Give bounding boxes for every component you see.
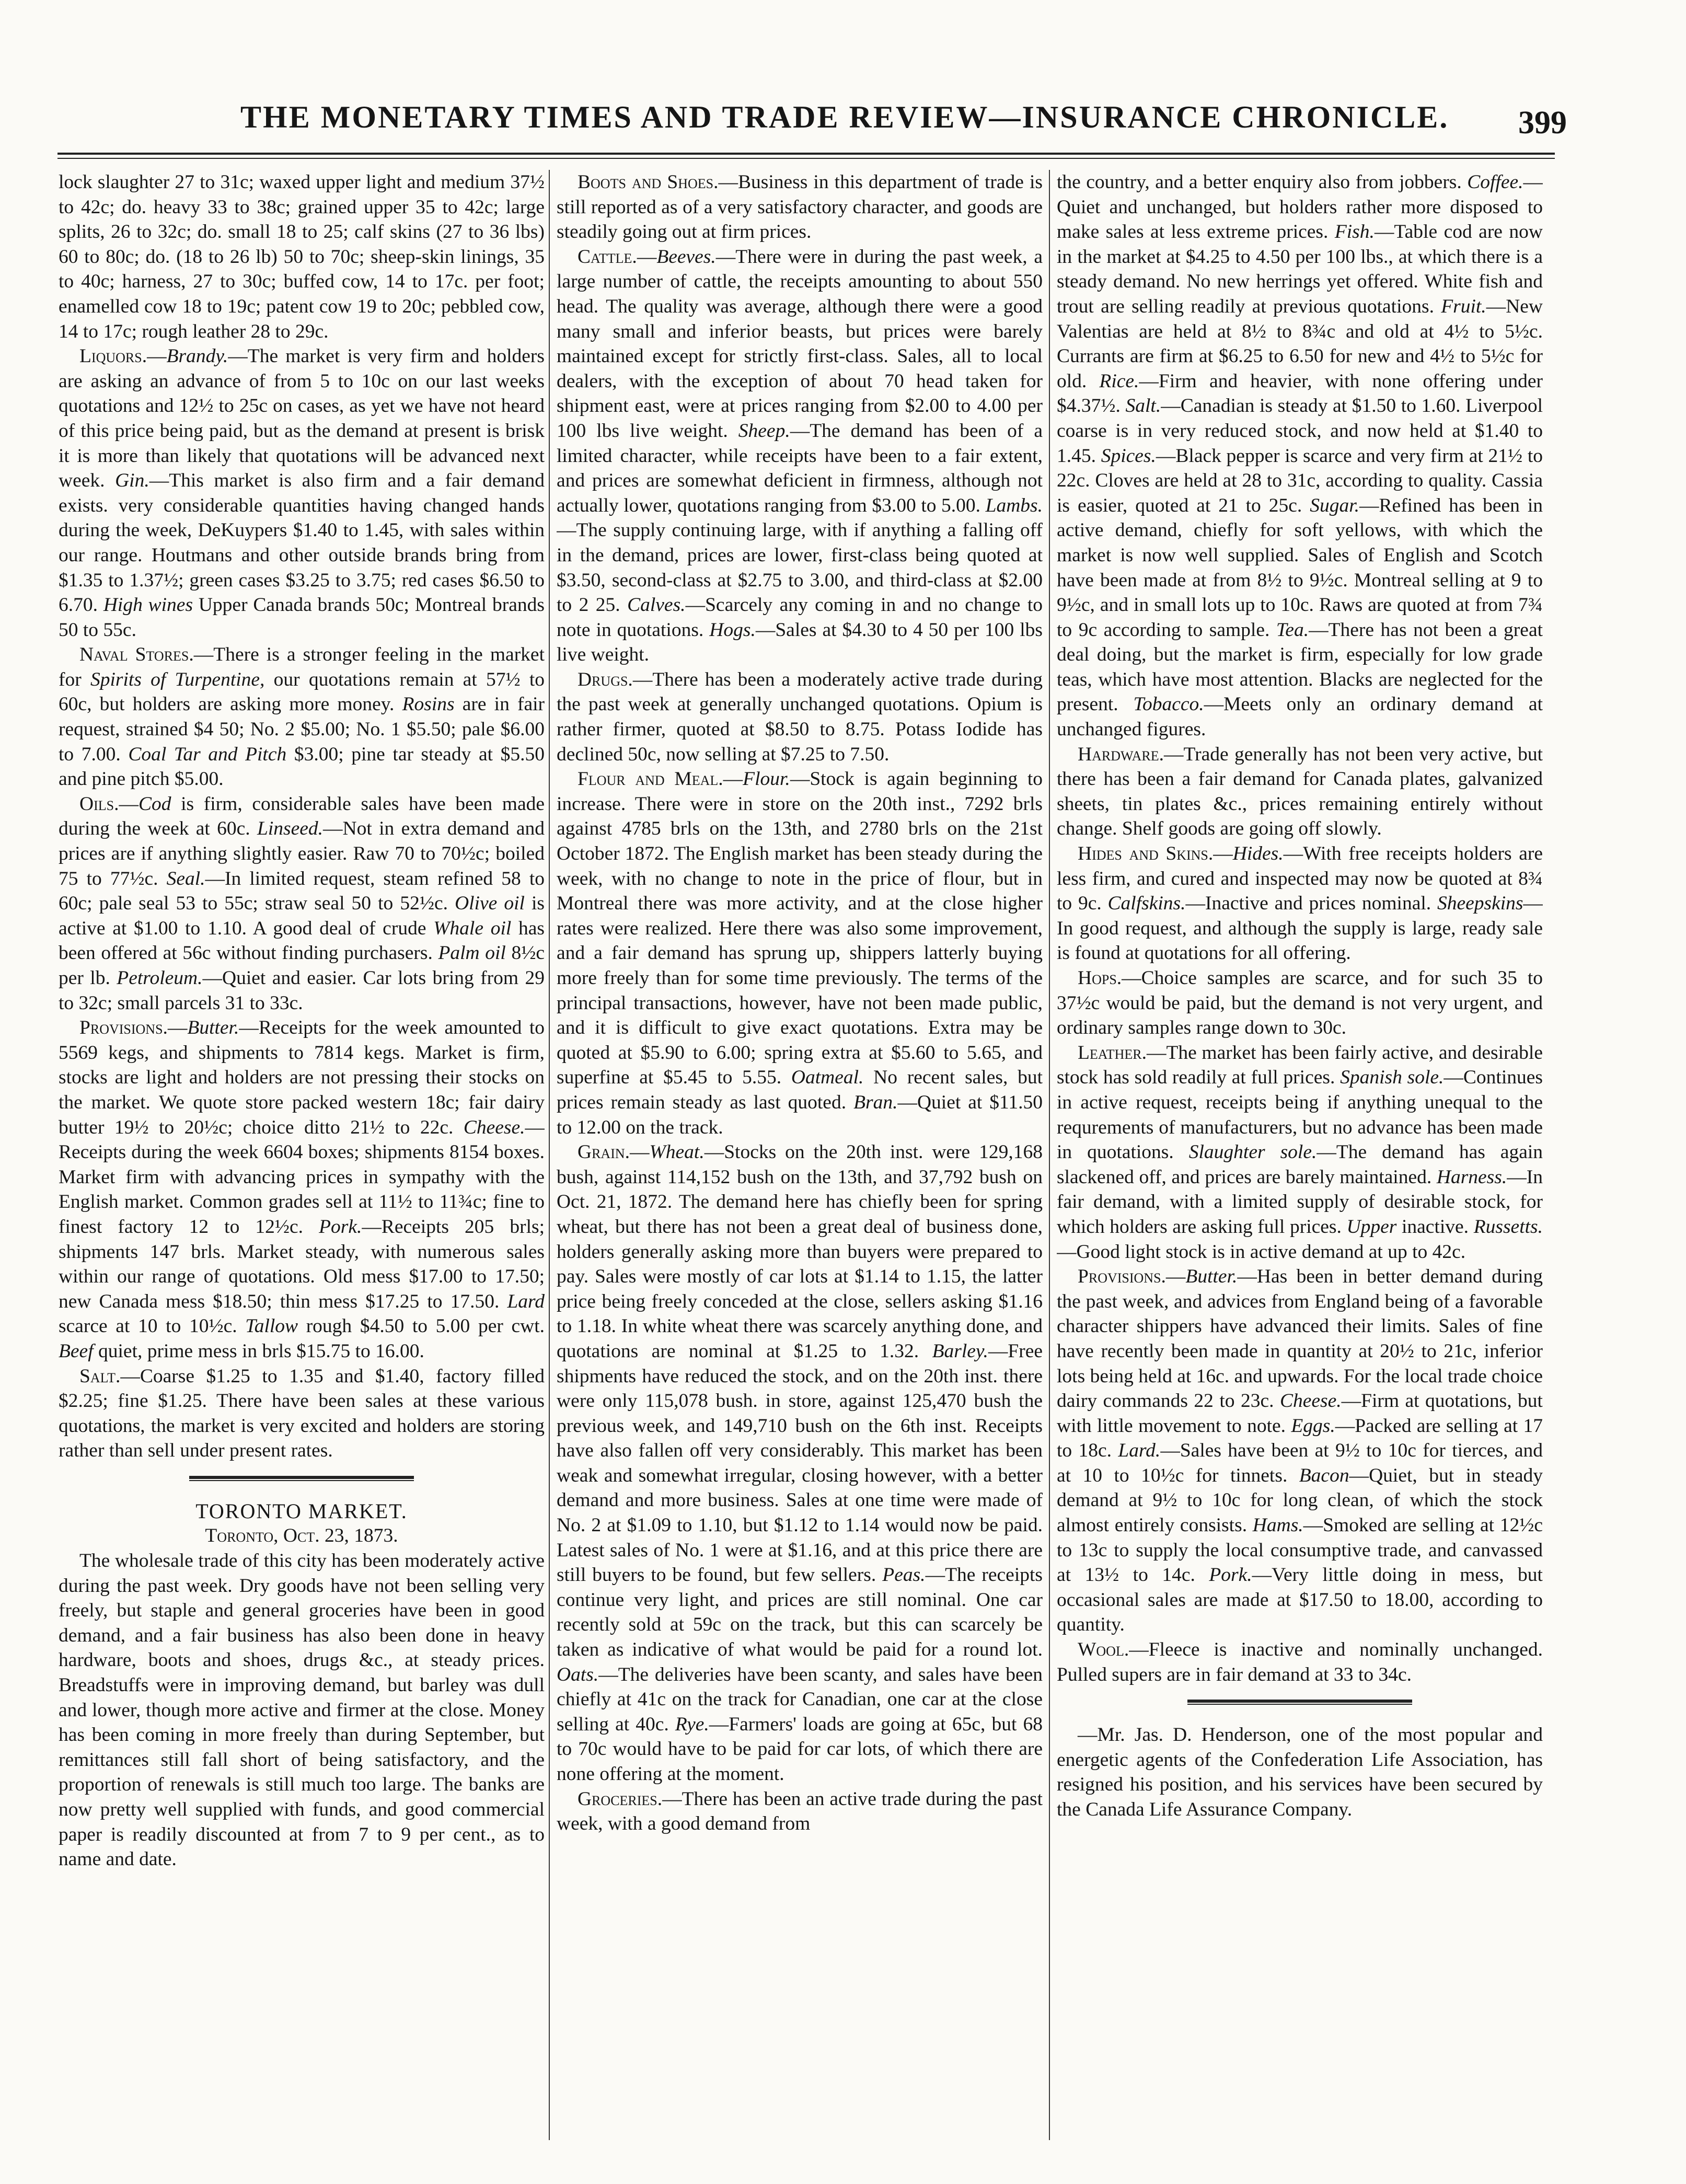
commodity-label: Russetts. xyxy=(1473,1216,1543,1238)
section-lead: Hops. xyxy=(1078,967,1122,989)
section-lead: Salt. xyxy=(79,1365,121,1387)
paragraph-groceries-continued xyxy=(1057,170,1543,742)
text: —Inactive and prices nominal. xyxy=(1185,893,1437,915)
commodity-label: Pork. xyxy=(1209,1564,1252,1586)
commodity-label: Tea. xyxy=(1276,619,1309,641)
column-3 xyxy=(1057,170,1543,2151)
paragraph-salt xyxy=(59,1364,545,1463)
section-lead: Leather. xyxy=(1078,1042,1147,1064)
column-2 xyxy=(557,170,1043,2151)
text: quiet, prime mess in brls $15.75 to 16.00. xyxy=(93,1340,424,1362)
text: —With free receipts holders are less firm, and cured and inspected may now be quoted at 8¾ to 9c. xyxy=(1057,843,1543,915)
commodity-label: Lard xyxy=(507,1290,545,1312)
text: —Scarcely any coming in and no change to note in quotations. xyxy=(557,594,1043,641)
text: —New Valentias are held at 8½ to 8¾c and old at 4½ to 5½c. Currants are firm at $6.25 to 6.50 for new and 4½ to 5½c for old. xyxy=(1057,295,1543,392)
commodity-label: Hogs. xyxy=(709,619,756,641)
text: —Receipts 205 brls; shipments 147 brls. Market steady, with numerous sales within our range of quotations. Old mess $17.00 to 17.50; new Canada mess $18.50; thin mess $17.25 to 17.50. xyxy=(59,1216,545,1312)
text: inactive. xyxy=(1396,1216,1474,1238)
commodity-label: Flour. xyxy=(743,768,790,790)
text: —Business in this department of trade is still reported as of a very satisfactory character, and goods are steadily going out at firm prices. xyxy=(557,171,1043,243)
text: —The supply continuing large, with if anything a falling off in the demand, prices are lower, first-class being quoted at $3.50, second-class at $2.75 to 3.00, and third-class at $2.00 to 2 25. xyxy=(557,519,1043,616)
text: 8½c per lb. xyxy=(59,942,545,989)
commodity-label: Barley. xyxy=(932,1340,988,1362)
text: is firm, considerable sales have been made during the week at 60c. xyxy=(59,793,545,840)
commodity-label: Lard. xyxy=(1118,1440,1161,1462)
paragraph-hides-and-skins: Hides and Skins.—Hides.—With free receipts holders are less firm, and cured and inspected may now be quoted at 8¾ to 9c. Calfskins.—Inactive and prices nominal. Sheepskins—In good request, and although the supply is large, ready sale is found at quotations for all offering. xyxy=(1057,843,1543,964)
commodity-label: Whale oil xyxy=(433,917,512,939)
paragraph-cattle: Cattle.—Beeves.—There were in during the past week, a large number of cattle, the receipts amounting to about 550 head. The quality was average, although there were a good many small and inferior beasts, but prices were barely maintained except for strictly first-class. Sales, all to local dealers, with the exception of about 70 head taken for shipment east, were at prices ranging from $2.00 to 4.00 per 100 lbs live weight. Sheep.—The demand has been of a limited character, while receipts have been to a fair extent, and prices are somewhat deficient in firmness, although not actually lower, quotations ranging from $3.00 to 5.00. Lambs.—The supply continuing large, with if anything a falling off in the demand, prices are lower, first-class being quoted at $3.50, second-class at $2.75 to 3.00, and third-class at $2.00 to 2 25. Calves.—Scarcely any coming in and no change to note in quotations. Hogs.—Sales at $4.30 to 4 50 per 100 lbs live weight. xyxy=(557,246,1043,666)
text: —Receipts during the week 6604 boxes; shipments 8154 boxes. Market firm with advancing prices in sympathy with the English market. Common grades sell at 11½ to 11¾c; fine to finest factory 12 to 12½c. xyxy=(59,1116,545,1238)
paragraph-groceries xyxy=(557,1787,1043,1836)
text: —Quiet and unchanged, but holders rather more disposed to make sales at less extreme prices. xyxy=(1057,171,1543,243)
header-rule-thick xyxy=(57,153,1555,155)
commodity-label: Seal. xyxy=(166,868,205,889)
commodity-label: Coffee. xyxy=(1467,171,1523,193)
text: —The receipts continue very light, and prices are still nominal. One car recently sold at 59c on the track, but this can scarcely be taken as indicative of what would be paid for a round lot. xyxy=(557,1564,1043,1661)
text: our quotations remain at 57½ to 60c, but holders are asking more money. xyxy=(59,668,545,715)
commodity-label: Tobacco. xyxy=(1133,694,1204,715)
commodity-label: Gin. xyxy=(115,470,149,492)
commodity-label: Sheepskins xyxy=(1437,893,1523,915)
commodity-label: Lambs. xyxy=(985,494,1043,516)
text: are in fair request, strained $4 50; No. 2 $5.00; No. 1 $5.50; pale $6.00 to 7.00. xyxy=(59,694,545,765)
section-divider xyxy=(189,1476,414,1479)
section-lead: Liquors. xyxy=(79,345,147,367)
section-lead: Grain. xyxy=(578,1141,630,1163)
text: $3.00; pine tar steady at $5.50 and pine pitch $5.00. xyxy=(59,743,545,790)
commodity-label: Pork. xyxy=(319,1216,362,1238)
text: —In limited request, steam refined 58 to 60c; pale seal 53 to 55c; straw seal 50 to 52½c. xyxy=(59,868,545,915)
text: —Choice samples are scarce, and for such 35 to 37½c would be paid, but the demand is not very urgent, and ordinary samples range down to 30c. xyxy=(1057,967,1543,1039)
paragraph-hardware xyxy=(1057,742,1543,841)
commodity-label: Oatmeal. xyxy=(791,1067,864,1089)
commodity-label: Salt. xyxy=(1125,395,1161,417)
text: —Trade generally has not been very active, but there has been a fair demand for Canada plates, galvanized sheets, tin plates &c., prices remaining entirely without change. Shelf goods are going off slowly. xyxy=(1057,743,1543,840)
text: is active at $1.00 to 1.10. A good deal of crude xyxy=(59,893,545,939)
text: —Meets only an ordinary demand at unchanged figures. xyxy=(1057,694,1543,741)
commodity-label: Spices. xyxy=(1101,445,1156,467)
text: —Smoked are selling at 12½c to 13c to supply the local consumptive trade, and canvassed at 13½ to 14c. xyxy=(1057,1515,1543,1586)
text: —Receipts for the week amounted to 5569 kegs, and shipments to 7814 kegs. Market is firm, stocks are light and holders are not pressing their stocks on the market. We quote store packed western 18c; fair dairy butter 19½ to 20½c; choice ditto 21½ to 22c. xyxy=(59,1017,545,1138)
column-divider xyxy=(1049,170,1050,2140)
section-lead: Cattle. xyxy=(578,246,637,268)
commodity-label: Wheat. xyxy=(649,1141,705,1163)
text: —There were in during the past week, a large number of cattle, the receipts amounting to about 550 head. The quality was average, although there were a good many small and inferior beasts, but prices were barely maintained except for strictly first-class. Sales, all to local dealers, with the exception of about 70 head taken for shipment east, were at prices ranging from $2.00 to 4.00 per 100 lbs live weight. xyxy=(557,246,1043,442)
text: —In good request, and although the supply is large, ready sale is found at quotations for all offering. xyxy=(1057,893,1543,964)
commodity-label: Spirits of Turpentine, xyxy=(90,668,265,690)
commodity-label: Upper xyxy=(1346,1216,1397,1238)
text: —Sales have been at 9½ to 10c for tierces, and at 10 to 10½c for tinnets. xyxy=(1057,1440,1543,1486)
text: —Table cod are now in the market at $4.25 to 4.50 per 100 lbs., at which there is a steady demand. No new herrings yet offered. White fish and trout are selling readily at previous quotations. xyxy=(1057,221,1543,317)
column-1 xyxy=(59,170,545,2151)
commodity-label: Coal Tar and Pitch xyxy=(128,743,287,765)
publication-title: THE MONETARY TIMES AND TRADE REVIEW—INSURANCE CHRONICLE. xyxy=(240,100,1449,134)
text: Upper Canada brands 50c; Montreal brands 50 to 55c. xyxy=(59,594,545,641)
text: —In fair demand, with a limited supply of desirable stock, for which holders are asking full prices. xyxy=(1057,1166,1543,1238)
text: —There has been a moderately active trade during the past week at generally unchanged quotations. Opium is rather firmer, quoted at $8.50 to 8.75. Potass Iodide has declined 50c, now selling at $7.25 to 7.50. xyxy=(557,668,1043,765)
commodity-label: Oats. xyxy=(557,1663,599,1685)
text: —Fleece is inactive and nominally unchanged. Pulled supers are in fair demand at 33 to 34c. xyxy=(1057,1639,1543,1685)
commodity-label: Calfskins. xyxy=(1107,893,1186,915)
commodity-label: Fish. xyxy=(1334,221,1375,243)
commodity-label: Cheese. xyxy=(1279,1390,1342,1412)
text: —Black pepper is scarce and very firm at 21½ to 22c. Cloves are held at 28 to 31c, according to quality. Cassia is easier, quoted at 21 to 25c. xyxy=(1057,445,1543,516)
section-lead: Naval Stores. xyxy=(79,644,194,666)
text: —Firm and heavier, with none offering under $4.37½. xyxy=(1057,370,1543,417)
paragraph-oils: Oils.—Cod is firm, considerable sales have been made during the week at 60c. Linseed.—Not in extra demand and prices are if anything slightly easier. Raw 70 to 70½c; boiled 75 to 77½c. Seal.—In limited request, steam refined 58 to 60c; pale seal 53 to 55c; straw seal 50 to 52½c. Olive oil is active at $1.00 to 1.10. A good deal of crude Whale oil has been offered at 56c without finding purchasers. Palm oil 8½c per lb. Petroleum.—Quiet and easier. Car lots bring from 29 to 32c; small parcels 31 to 33c. xyxy=(59,793,545,1014)
text: —Not in extra demand and prices are if anything slightly easier. Raw 70 to 70½c; boiled 75 to 77½c. xyxy=(59,818,545,889)
text: has been offered at 56c without finding purchasers. xyxy=(59,917,545,964)
text: —There has been an active trade during the past week, with a good demand from xyxy=(557,1788,1043,1835)
running-header xyxy=(0,99,1686,146)
commodity-label: Tallow xyxy=(245,1315,298,1337)
commodity-label: Cod xyxy=(138,793,171,815)
paragraph-grain: Grain.—Wheat.—Stocks on the 20th inst. were 129,168 bush, against 114,152 bush on the 13th, and 37,792 bush on Oct. 21, 1872. The demand here has chiefly been for spring wheat, but there has not been a great deal of business done, holders generally asking more than buyers were prepared to pay. Sales were mostly of car lots at $1.14 to 1.15, the latter price being freely conceded at the close, sellers asking $1.16 to 1.18. In white wheat there was scarcely anything done, and quotations are nominal at $1.25 to 1.32. Barley.—Free shipments have reduced the stock, and on the 20th inst. there were only 115,078 bush. in store, against 125,470 bush the previous week, and 149,710 bush on the 6th inst. Receipts have also fallen off very considerably. This market has been weak and somewhat irregular, closing however, with a better demand and more business. Sales at one time were made of No. 2 at $1.09 to 1.10, but $1.12 to 1.14 would now be paid. Latest sales of No. 1 were at $1.16, and at this price there are still buyers to be found, but few sellers. Peas.—The receipts continue very light, and prices are still nominal. One car recently sold at 59c on the track, but this can scarcely be taken as indicative of what would be paid for a round lot. Oats.—The deliveries have been scanty, and sales have been chiefly at 41c on the track for Canadian, one car at the close selling at 40c. Rye.—Farmers' loads are going at 65c, but 68 to 70c would have to be paid for car lots, of which there are none offering at the moment. xyxy=(557,1141,1043,1785)
section-heading-toronto-market: TORONTO MARKET. xyxy=(195,1499,408,1523)
section-lead: Provisions. xyxy=(1078,1266,1166,1288)
section-lead: Flour and Meal. xyxy=(578,768,723,790)
section-divider-thin xyxy=(1187,1704,1412,1705)
paragraph-drugs xyxy=(557,667,1043,767)
text: —The demand has again slackened off, and prices are barely maintained. xyxy=(1057,1141,1543,1188)
commodity-label: Beeves. xyxy=(656,246,716,268)
commodity-label: Hams. xyxy=(1252,1515,1303,1536)
commodity-label: Beef xyxy=(59,1340,94,1362)
text: scarce at 10 to 10½c. xyxy=(59,1315,246,1337)
text: —Quiet, but in steady demand at 9½ to 10c for long clean, of which the stock almost entirely consists. xyxy=(1057,1464,1543,1536)
commodity-label: High wines xyxy=(103,594,193,616)
text: —Quiet at $11.50 to 12.00 on the track. xyxy=(557,1091,1043,1138)
commodity-label: Hides. xyxy=(1232,843,1284,865)
header-rule-thin xyxy=(57,158,1555,159)
section-lead: Oils. xyxy=(79,793,119,815)
paragraph-provisions: Provisions.—Butter.—Receipts for the week amounted to 5569 kegs, and shipments to 7814 kegs. Market is firm, stocks are light and holders are not pressing their stocks on the market. We quote store packed western 18c; fair dairy butter 19½ to 20½c; choice ditto 21½ to 22c. Cheese.—Receipts during the week 6604 boxes; shipments 8154 boxes. Market firm with advancing prices in sympathy with the English market. Common grades sell at 11½ to 11¾c; fine to finest factory 12 to 12½c. Pork.—Receipts 205 brls; shipments 147 brls. Market steady, with numerous sales within our range of quotations. Old mess $17.00 to 17.50; new Canada mess $18.50; thin mess $17.25 to 17.50. Lard scarce at 10 to 10½c. Tallow rough $4.50 to 5.00 per cwt. Beef quiet, prime mess in brls $15.75 to 16.00. xyxy=(59,1017,545,1362)
paragraph-boots-and-shoes xyxy=(557,170,1043,245)
paragraph-wool xyxy=(1057,1637,1543,1687)
paragraph-naval-stores xyxy=(59,642,545,792)
text: —Has been in better demand during the past week, and advices from England being of a favorable character shippers have advanced their limits. Sales of fine have recently been made in quantity at 20½ to 21c, inferior lots being held at 16c. and upwards. For the local trade choice dairy commands 22 to 23c. xyxy=(1057,1266,1543,1412)
text: —The demand has been of a limited character, while receipts have been to a fair extent, and prices are somewhat deficient in firmness, although not actually lower, quotations ranging from $3.00 to 5.00. xyxy=(557,420,1043,516)
commodity-label: Cheese. xyxy=(463,1116,525,1138)
text: —There is a stronger feeling in the market for xyxy=(59,644,545,690)
paragraph-leather-continued: lock slaughter 27 to 31c; waxed upper light and medium 37½ to 42c; do. heavy 33 to 38c; grained upper 35 to 42c; large splits, 26 to 32c; do. small 18 to 25; calf skins (27 to 36 lbs) 60 to 80c; do. (18 to 26 lb) 50 to 70c; sheep-skin linings, 35 to 40c; harness, 27 to 30c; buffed cow, 14 to 17c. per foot; enamelled cow 18 to 19c; patent cow 19 to 20c; pebbled cow, 14 to 17c; rough leather 28 to 29c. xyxy=(59,171,545,342)
section-divider xyxy=(1187,1700,1412,1703)
text: —Stocks on the 20th inst. were 129,168 bush, against 114,152 bush on the 13th, and 37,792 bush on Oct. 21, 1872. The demand here has chiefly been for spring wheat, but there has not been a great deal of business done, holders generally asking more than buyers were prepared to pay. Sales were mostly of car lots at $1.14 to 1.15, the latter price being freely conceded at the close, sellers asking $1.16 to 1.18. In white wheat there was scarcely anything done, and quotations are nominal at $1.25 to 1.32. xyxy=(557,1141,1043,1362)
text: —Good light stock is in active demand at up to 42c. xyxy=(1057,1241,1466,1263)
paragraph-hops xyxy=(1057,966,1543,1041)
text: —Packed are selling at 17 to 18c. xyxy=(1057,1415,1543,1462)
text: —Very little doing in mess, but occasional sales are made at $17.50 to 18.00, according to quantity. xyxy=(1057,1564,1543,1636)
section-lead: Wool. xyxy=(1078,1639,1129,1661)
commodity-label: Brandy. xyxy=(166,345,228,367)
commodity-label: Slaughter sole. xyxy=(1188,1141,1317,1163)
text: —Firm at quotations, but with little movement to note. xyxy=(1057,1390,1543,1437)
commodity-label: Rosins xyxy=(402,694,455,715)
commodity-label: Spanish sole. xyxy=(1340,1067,1444,1089)
text: —Continues in active request, receipts being if anything unequal to the requrements of manufacturers, but no advance has been made in quotations. xyxy=(1057,1067,1543,1163)
commodity-label: Bacon xyxy=(1299,1464,1349,1486)
commodity-label: Palm oil xyxy=(438,942,506,964)
commodity-label: Sugar. xyxy=(1310,494,1360,516)
paragraph-toronto-overview: The wholesale trade of this city has been moderately active during the past week. Dry goods have not been selling very freely, but staple and general groceries have been in good demand, and a fair business has also been done in heavy hardware, boots and shoes, drugs &c., at steady prices. Breadstuffs were in improving demand, but barley was dull and lower, though more active and firmer at the close. Money has been coming in more freely than during September, but remittances still fall short of being satisfactory, and the proportion of renewals is still much too large. The banks are now pretty well supplied with funds, and good commercial paper is readily discounted at from 7 to 9 per cent., as to name and date. xyxy=(59,1550,545,1870)
text: —Quiet and easier. Car lots bring from 29 to 32c; small parcels 31 to 33c. xyxy=(59,967,545,1014)
text: rough $4.50 to 5.00 per cwt. xyxy=(298,1315,545,1337)
text: —There has not been a great deal doing, but the market is firm, especially for low grade teas, which have most attention. Blacks are neglected for the present. xyxy=(1057,619,1543,715)
paragraph-leather xyxy=(1057,1041,1543,1264)
commodity-label: Fruit. xyxy=(1441,295,1486,317)
page-number: 399 xyxy=(1518,105,1567,141)
paragraph-provisions-toronto: Provisions.—Butter.—Has been in better demand during the past week, and advices from England being of a favorable character shippers have advanced their limits. Sales of fine have recently been made in quantity at 20½ to 21c, inferior lots being held at 16c. and upwards. For the local trade choice dairy commands 22 to 23c. Cheese.—Firm at quotations, but with little movement to note. Eggs.—Packed are selling at 17 to 18c. Lard.—Sales have been at 9½ to 10c for tierces, and at 10 to 10½c for tinnets. Bacon—Quiet, but in steady demand at 9½ to 10c for long clean, of which the stock almost entirely consists. Hams.—Smoked are selling at 12½c to 13c to supply the local consumptive trade, and canvassed at 13½ to 14c. Pork.—Very little doing in mess, but occasional sales are made at $17.50 to 18.00, according to quantity. xyxy=(1057,1266,1543,1636)
commodity-label: Butter. xyxy=(1185,1266,1238,1288)
text: —Free shipments have reduced the stock, and on the 20th inst. there were only 115,078 bush. in store, against 125,470 bush the previous week, and 149,710 bush on the 6th inst. Receipts have also fallen off very considerably. This market has been weak and somewhat irregular, closing however, with a better demand and more business. Sales at one time were made of No. 2 at $1.09 to 1.10, but $1.12 to 1.14 would now be paid. Latest sales of No. 1 were at $1.16, and at this price there are still buyers to be found, but few sellers. xyxy=(557,1340,1043,1586)
commodity-label: Sheep. xyxy=(738,420,790,442)
paragraph-flour-and-meal: Flour and Meal.—Flour.—Stock is again beginning to increase. There were in store on the 20th inst., 7292 brls against 4785 brls on the 13th, and 2780 brls on the 21st October 1872. The English market has been steady during the week, with no change to note in the price of flour, but in Montreal there was more activity, and at the close higher rates were realized. Here there was also some improvement, and a fair demand has sprung up, shippers latterly buying more freely than for some time previously. The terms of the principal transactions, however, have not been made public, and it is difficult to give exact quotations. Extra may be quoted at $5.90 to 6.00; spring extra at $5.60 to 5.65, and superfine at $5.45 to 5.55. Oatmeal. No recent sales, but prices remain steady as last quoted. Bran.—Quiet at $11.50 to 12.00 on the track. xyxy=(557,768,1043,1138)
section-lead: Hardware. xyxy=(1078,743,1164,765)
text: —Sales at $4.30 to 4 50 per 100 lbs live weight. xyxy=(557,619,1043,666)
text: —Farmers' loads are going at 65c, but 68 to 70c would have to be paid for car lots, of which there are none offering at the moment. xyxy=(557,1713,1043,1785)
commodity-label: Petroleum. xyxy=(117,967,203,989)
section-lead: Groceries. xyxy=(578,1788,663,1810)
paragraph-liquors: Liquors.—Brandy.—The market is very firm and holders are asking an advance of from 5 to 10c on our last weeks quotations and 12½ to 25c on cases, as yet we have not heard of this price being paid, but as the demand at present is brisk it is more than likely that quotations will be advanced next week. Gin.—This market is also firm and a fair demand exists. very considerable quantities having changed hands during the week, DeKuypers $1.40 to 1.45, with sales within our range. Houtmans and other outside brands bring from $1.35 to 1.37½; green cases $3.25 to 3.75; red cases $6.50 to 6.70. High wines Upper Canada brands 50c; Montreal brands 50 to 55c. xyxy=(59,345,545,641)
text: the country, and a better enquiry also from jobbers. xyxy=(1057,171,1468,193)
commodity-label: Linseed. xyxy=(257,818,324,840)
commodity-label: Harness. xyxy=(1436,1166,1507,1188)
section-lead: Drugs. xyxy=(578,668,633,690)
column-divider xyxy=(549,170,550,2140)
commodity-label: Calves. xyxy=(627,594,686,616)
section-divider-thin xyxy=(189,1480,414,1481)
commodity-label: Rye. xyxy=(675,1713,709,1735)
section-lead: Provisions. xyxy=(79,1017,168,1039)
text: —The market has been fairly active, and desirable stock has sold readily at full prices. xyxy=(1057,1042,1543,1089)
text: —The deliveries have been scanty, and sales have been chiefly at 41c on the track for Canadian, one car at the close selling at 40c. xyxy=(557,1663,1043,1735)
text: —Coarse $1.25 to 1.35 and $1.40, factory filled $2.25; fine $1.25. There have been sales at these various quotations, the market is very excited and holders are storing rather than sell under present rates. xyxy=(59,1365,545,1462)
dateline: Toronto, Oct. 23, 1873. xyxy=(205,1525,398,1547)
text: —Refined has been in active demand, chiefly for soft yellows, with which the market is now well supplied. Sales of English and Scotch have been made at from 8½ to 9½c. Montreal selling at 9 to 9½c, and in small lots up to 10c. Raws are quoted at from 7¾ to 9c according to sample. xyxy=(1057,494,1543,641)
commodity-label: Butter. xyxy=(187,1017,239,1039)
text: —Stock is again beginning to increase. There were in store on the 20th inst., 7292 brls against 4785 brls on the 13th, and 2780 brls on the 21st October 1872. The English market has been steady during the week, with no change to note in the price of flour, but in Montreal there was more activity, and at the close higher rates were realized. Here there was also some improvement, and a fair demand has sprung up, shippers latterly buying more freely than for some time previously. The terms of the principal transactions, however, have not been made public, and it is difficult to give exact quotations. Extra may be quoted at $5.90 to 6.00; spring extra at $5.60 to 5.65, and superfine at $5.45 to 5.55. xyxy=(557,768,1043,1089)
text: No recent sales, but prices remain steady as last quoted. xyxy=(557,1067,1043,1113)
text: —The market is very firm and holders are asking an advance of from 5 to 10c on our last weeks quotations and 12½ to 25c on cases, as yet we have not heard of this price being paid, but as the demand at present is brisk it is more than likely that quotations will be advanced next week. xyxy=(59,345,545,492)
commodity-label: Bran. xyxy=(853,1091,898,1113)
commodity-label: Olive oil xyxy=(455,893,525,915)
text: —This market is also firm and a fair demand exists. very considerable quantities having changed hands during the week, DeKuypers $1.40 to 1.45, with sales within our range. Houtmans and other outside brands bring from $1.35 to 1.37½; green cases $3.25 to 3.75; red cases $6.50 to 6.70. xyxy=(59,470,545,616)
commodity-label: Eggs. xyxy=(1291,1415,1335,1437)
paragraph-henderson-notice: —Mr. Jas. D. Henderson, one of the most popular and energetic agents of the Confederation Life Association, has resigned his position, and his services have been secured by the Canada Life Assurance Company. xyxy=(1057,1724,1543,1820)
commodity-label: Peas. xyxy=(882,1564,926,1586)
commodity-label: Rice. xyxy=(1099,370,1139,392)
section-lead: Boots and Shoes. xyxy=(578,171,719,193)
text: —Canadian is steady at $1.50 to 1.60. Liverpool coarse is in very reduced stock, and now held at $1.40 to 1.45. xyxy=(1057,395,1543,467)
section-lead: Hides and Skins. xyxy=(1078,843,1214,865)
